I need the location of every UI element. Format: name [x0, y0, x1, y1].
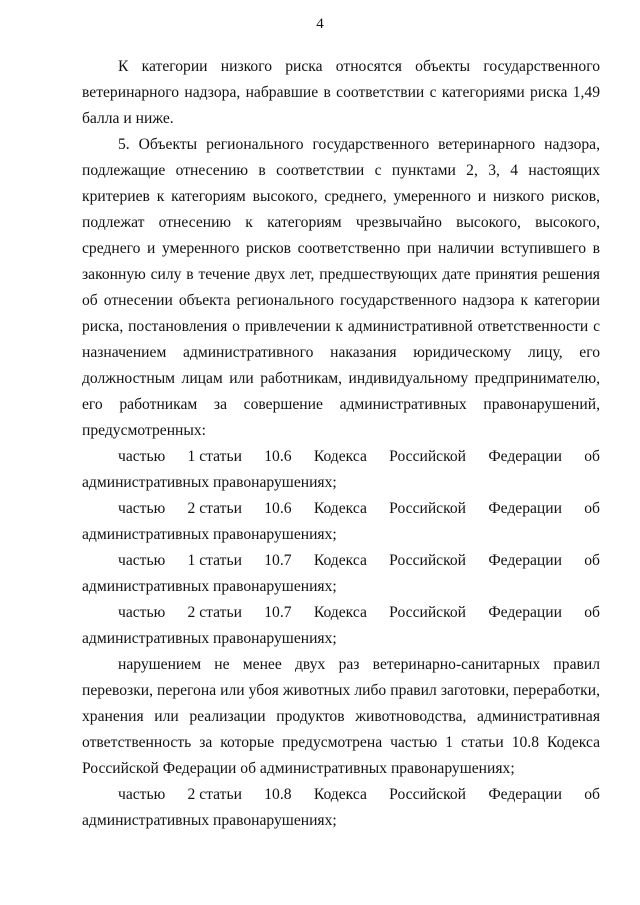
word: Федерации [488, 552, 562, 569]
word: Федерации [488, 448, 562, 465]
list-item-continuation: административных правонарушениях; [82, 526, 337, 543]
list-item-line [82, 782, 600, 808]
document-body [82, 54, 600, 834]
list-item-line [82, 496, 600, 522]
list-item [82, 444, 600, 496]
word: Федерации [488, 604, 562, 621]
word: 2 статьи [187, 500, 242, 517]
list-item-line [82, 548, 600, 574]
list-item [82, 782, 600, 834]
word: Кодекса [313, 500, 367, 517]
word: частью [118, 786, 166, 803]
word: Кодекса [313, 448, 367, 465]
word: Кодекса [313, 786, 367, 803]
list-item-continuation: административных правонарушениях; [82, 630, 337, 647]
word: Федерации [488, 500, 562, 517]
word: 1 статьи [187, 448, 242, 465]
article-number: 10.8 [264, 786, 292, 803]
word: Федерации [488, 786, 562, 803]
word: Кодекса [313, 552, 367, 569]
word: 2 статьи [187, 604, 242, 621]
list-item [82, 548, 600, 600]
word: Российской [389, 604, 467, 621]
word: об [584, 448, 600, 465]
list-item-line [82, 600, 600, 626]
list-item [82, 496, 600, 548]
word: 2 статьи [187, 786, 242, 803]
word: 1 статьи [187, 552, 242, 569]
word: Кодекса [313, 604, 367, 621]
article-number: 10.6 [264, 448, 292, 465]
word: частью [118, 604, 166, 621]
list-item-continuation: административных правонарушениях; [82, 812, 337, 829]
word: Российской [389, 552, 467, 569]
word: Российской [389, 448, 467, 465]
word: частью [118, 552, 166, 569]
word: об [584, 786, 600, 803]
word: частью [118, 448, 166, 465]
list-item-continuation: административных правонарушениях; [82, 578, 337, 595]
paragraph-violation: нарушением не менее двух раз ветеринарно-санитарных правил перевозки, перегона или убоя животных либо правил заготовки, переработки, хранения или реализации продуктов животноводства, административная ответственность за которые предусмотрена частью 1 статьи 10.8 Кодекса Российской Федерации об административных правонарушениях; [82, 656, 600, 777]
word: частью [118, 500, 166, 517]
paragraph-5: 5. Объекты регионального государственного ветеринарного надзора, подлежащие отнесению в соответствии с пунктами 2, 3, 4 настоящих критериев к категориям высокого, среднего, умеренного и низкого рисков, подлежат отнесению к категориям чрезвычайно высокого, высокого, среднего и умеренного рисков соответственно при наличии вступившего в законную силу в течение двух лет, предшествующих дате принятия решения об отнесении объекта регионального государственного надзора к категории риска, постановления о привлечении к административной ответственности с назначением административного наказания юридическому лицу, его должностным лицам или работникам, индивидуальному предпринимателю, его работникам за совершение административных правонарушений, предусмотренных: [82, 136, 600, 439]
word: Российской [389, 500, 467, 517]
word: Российской [389, 786, 467, 803]
word: об [584, 604, 600, 621]
article-number: 10.7 [264, 552, 292, 569]
list-item-continuation: административных правонарушениях; [82, 474, 337, 491]
paragraph-low-risk: К категории низкого риска относятся объекты государственного ветеринарного надзора, набравшие в соответствии с категориями риска 1,49 балла и ниже. [82, 58, 600, 127]
article-number: 10.7 [264, 604, 292, 621]
word: об [584, 500, 600, 517]
page-number: 4 [316, 16, 324, 32]
article-number: 10.6 [264, 500, 292, 517]
list-item-line [82, 444, 600, 470]
word: об [584, 552, 600, 569]
list-item [82, 600, 600, 652]
